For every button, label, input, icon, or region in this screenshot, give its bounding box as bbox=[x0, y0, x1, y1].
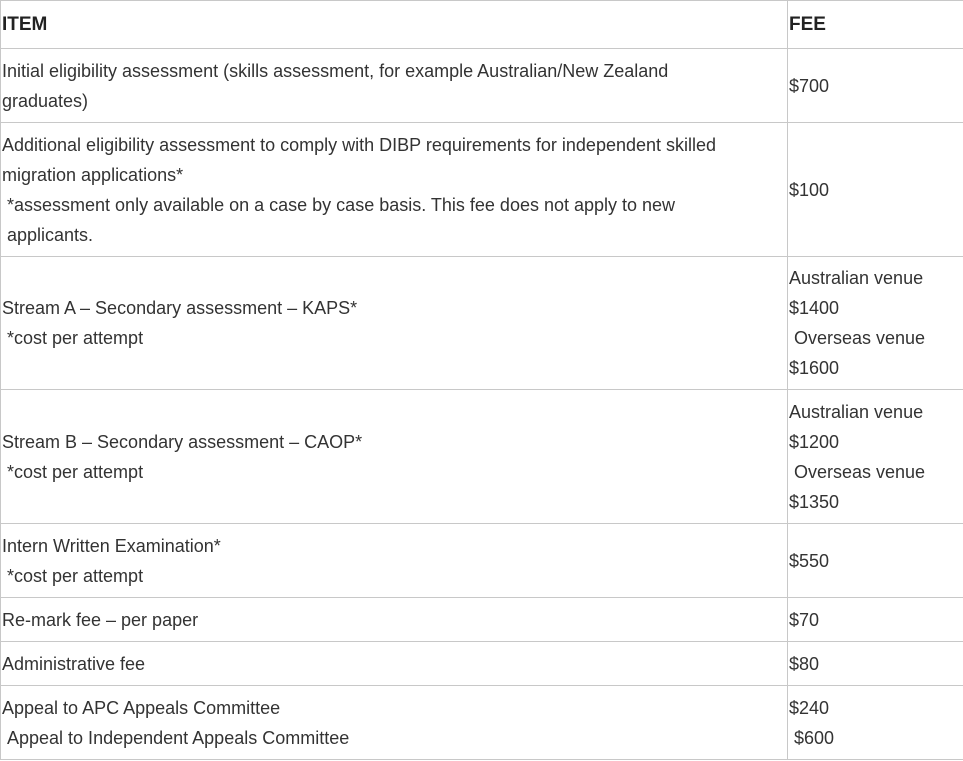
item-cell bbox=[1, 686, 788, 760]
item-cell bbox=[1, 49, 788, 123]
item-text: Additional eligibility assessment to comply with DIBP requirements for independent skilled migration applications* bbox=[2, 134, 717, 185]
venue-label: Australian venue bbox=[789, 268, 924, 288]
item-note: *assessment only available on a case by case basis. This fee does not apply to new applicants. bbox=[7, 194, 676, 245]
table-row bbox=[1, 642, 963, 686]
fee-cell bbox=[788, 257, 963, 390]
fee-cell bbox=[788, 123, 963, 257]
fee-value: $240 bbox=[789, 697, 830, 718]
fee-value: $700 bbox=[789, 75, 830, 96]
column-header-item: ITEM bbox=[1, 1, 788, 49]
item-text: Stream A – Secondary assessment – KAPS* bbox=[2, 298, 358, 318]
table-row bbox=[1, 686, 963, 760]
fee-cell bbox=[788, 642, 963, 686]
fee-value: $80 bbox=[789, 653, 820, 674]
table-row bbox=[1, 123, 963, 257]
fee-cell bbox=[788, 390, 963, 524]
fee-value: $550 bbox=[789, 550, 830, 571]
fee-value: $100 bbox=[789, 179, 830, 200]
item-cell bbox=[1, 598, 788, 642]
item-note: *cost per attempt bbox=[7, 565, 144, 586]
item-note: *cost per attempt bbox=[7, 328, 144, 348]
fee-value: $1400 bbox=[789, 298, 840, 318]
item-text: Re-mark fee – per paper bbox=[2, 609, 199, 630]
table-row bbox=[1, 49, 963, 123]
fee-value: $1600 bbox=[789, 358, 840, 378]
column-header-fee: FEE bbox=[788, 1, 963, 49]
item-text: Initial eligibility assessment (skills assessment, for example Australian/New Zealand graduates) bbox=[2, 60, 669, 111]
item-text: Administrative fee bbox=[2, 653, 146, 674]
table-row bbox=[1, 598, 963, 642]
fee-value: $1350 bbox=[789, 491, 840, 512]
fee-value: $70 bbox=[789, 609, 820, 630]
item-text: Appeal to APC Appeals Committee bbox=[2, 697, 281, 718]
item-text: Appeal to Independent Appeals Committee bbox=[7, 727, 350, 748]
fee-value: $600 bbox=[794, 727, 835, 748]
table-row bbox=[1, 390, 963, 524]
item-cell bbox=[1, 123, 788, 257]
venue-label: Australian venue bbox=[789, 401, 924, 422]
fee-cell bbox=[788, 524, 963, 598]
item-cell bbox=[1, 390, 788, 524]
item-note: *cost per attempt bbox=[7, 461, 144, 482]
table-row bbox=[1, 524, 963, 598]
fee-value: $1200 bbox=[789, 431, 840, 452]
table-header-row bbox=[1, 1, 963, 49]
item-text: Intern Written Examination* bbox=[2, 535, 221, 556]
fee-cell bbox=[788, 598, 963, 642]
fee-cell bbox=[788, 49, 963, 123]
item-text: Stream B – Secondary assessment – CAOP* bbox=[2, 431, 363, 452]
item-cell bbox=[1, 257, 788, 390]
table-row bbox=[1, 257, 963, 390]
venue-label: Overseas venue bbox=[794, 328, 926, 348]
fee-cell bbox=[788, 686, 963, 760]
item-cell bbox=[1, 642, 788, 686]
item-cell bbox=[1, 524, 788, 598]
venue-label: Overseas venue bbox=[794, 461, 926, 482]
